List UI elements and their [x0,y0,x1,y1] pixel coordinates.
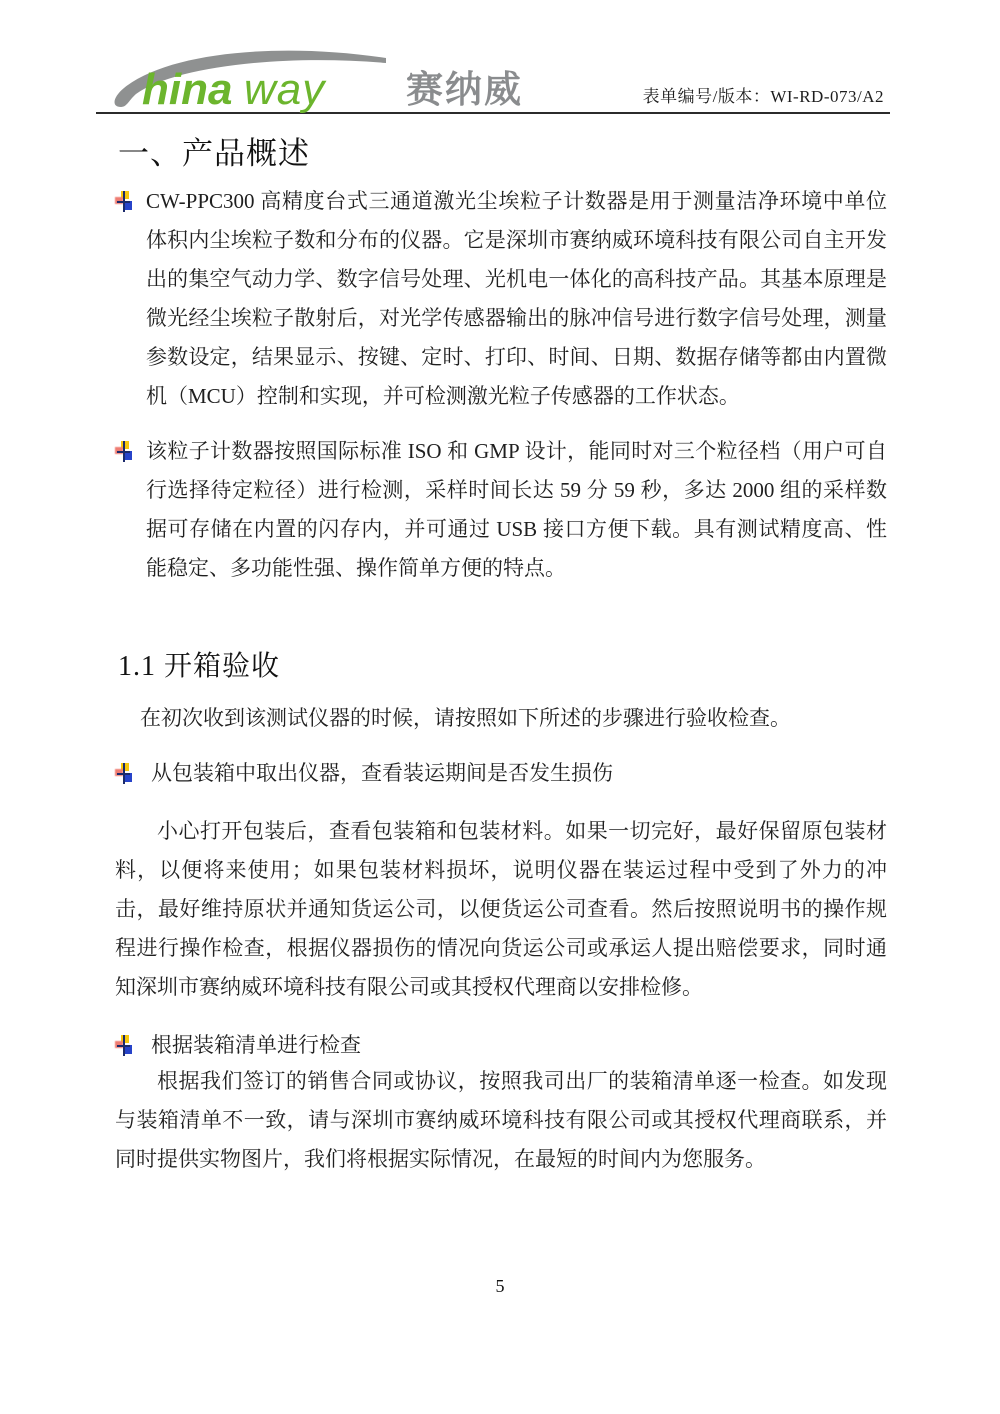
section-title-unboxing: 1.1 开箱验收 [118,651,281,682]
colored-cross-bullet-icon [115,441,133,462]
list-item-take-out: 从包装箱中取出仪器，查看装运期间是否发生损伤 [151,761,613,785]
list-item [115,432,887,588]
paragraph-checklist: 根据我们签订的销售合同或协议，按照我司出厂的装箱清单逐一检查。如发现与装箱清单不一致，请与深圳市赛纳威环境科技有限公司或其授权代理商联系，并同时提供实物图片，我们将根据实际情况，在最短的时间内为您服务。 [115,1069,887,1171]
logo-text-cn: 赛纳威 [406,69,523,110]
chinaway-swoosh-icon [110,48,400,114]
logo-text-way: way [244,65,326,114]
colored-cross-bullet-icon [115,763,133,784]
paragraph-product-intro: CW-PPC300 高精度台式三通道激光尘埃粒子计数器是用于测量洁净环境中单位体积内尘埃粒子数和分布的仪器。它是深圳市赛纳威环境科技有限公司自主开发出的集空气动力学、数字信号处理、光机电一体化的高科技产品。其基本原理是微光经尘埃粒子散射后，对光学传感器输出的脉冲信号进行数字信号处理，测量参数设定，结果显示、按键、定时、打印、时间、日期、数据存储等都由内置微机（MCU）控制和实现，并可检测激光粒子传感器的工作状态。 [146,189,887,408]
paragraph-inspection-intro: 在初次收到该测试仪器的时候，请按照如下所述的步骤进行验收检查。 [140,706,791,730]
colored-cross-bullet-icon [115,191,133,212]
page-number: 5 [495,1276,505,1296]
list-item [115,182,887,416]
paragraph-unpack: 小心打开包装后，查看包装箱和包装材料。如果一切完好，最好保留原包装材料，以便将来使用；如果包装材料损坏，说明仪器在装运过程中受到了外力的冲击，最好维持原状并通知货运公司，以便货运公司查看。然后按照说明书的操作规程进行操作检查，根据仪器损伤的情况向货运公司或承运人提出赔偿要求，同时通知深圳市赛纳威环境科技有限公司或其授权代理商以安排检修。 [115,819,887,999]
document-code: 表单编号/版本：WI-RD-073/A2 [642,87,884,106]
logo-text-hina: hina [142,65,233,114]
list-item [115,1026,887,1065]
colored-cross-bullet-icon [115,1035,133,1056]
section-title-overview: 一、产品概述 [118,136,310,171]
list-item-checklist: 根据装箱清单进行检查 [151,1033,361,1057]
page-header [96,46,890,114]
paragraph-standards: 该粒子计数器按照国际标准 ISO 和 GMP 设计，能同时对三个粒径档（用户可自行选择待定粒径）进行检测，采样时间长达 59 分 59 秒，多达 2000 组的采样数据可存储在内置的闪存内，并可通过 USB 接口方便下载。具有测试精度高、性能稳定、多功能性强、操作简单方便的特点。 [146,439,887,580]
list-item [115,754,887,793]
brand-logo [110,48,523,114]
